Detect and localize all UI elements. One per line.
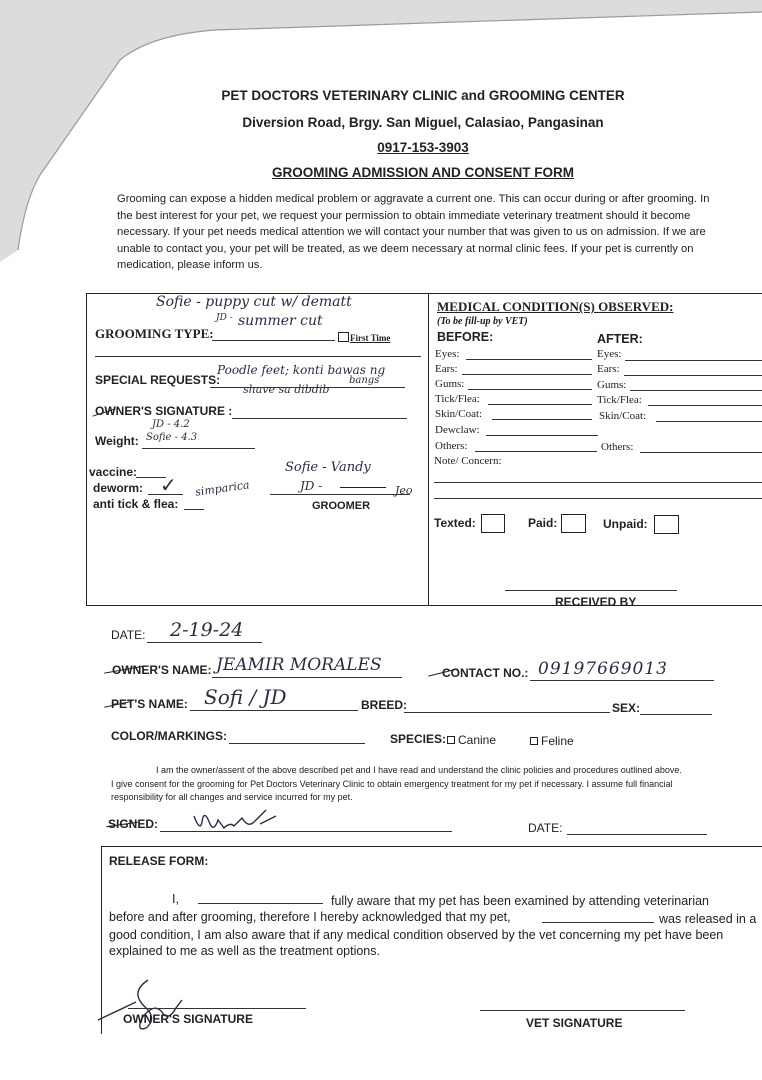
color-markings-line <box>229 743 365 744</box>
after-skin: Skin/Coat: <box>599 410 647 422</box>
release-line-1b: fully aware that my pet has been examined by attending veterinarian <box>331 894 710 908</box>
release-owner-line <box>198 903 323 904</box>
weight-handwritten-1: JD - 4.2 <box>152 419 190 430</box>
grooming-type-handwritten-1: Sofie - puppy cut w/ dematt <box>156 294 352 310</box>
paid-checkbox[interactable] <box>561 514 586 533</box>
note-line-1 <box>434 482 762 483</box>
groomer-label: GROOMER <box>312 500 371 512</box>
special-requests-handwritten-3: bangs <box>349 375 380 386</box>
after-eyes-line <box>625 360 762 361</box>
contact-handwritten: 09197669013 <box>538 659 668 679</box>
release-line-1a: I, <box>172 892 179 906</box>
release-line-2a: before and after grooming, therefore I hereby acknowledged that my pet, <box>109 910 511 924</box>
weight-label: Weight: <box>95 434 139 448</box>
sex-label: SEX: <box>612 701 641 715</box>
anti-tick-line <box>184 509 204 510</box>
form-title: GROOMING ADMISSION AND CONSENT FORM <box>272 165 574 180</box>
grooming-type-line-2 <box>95 356 421 357</box>
after-gums: Gums: <box>597 379 627 391</box>
after-eyes: Eyes: <box>597 348 622 360</box>
clinic-address: Diversion Road, Brgy. San Miguel, Calasiao, Pangasinan <box>242 115 604 130</box>
owner-signature-label: OWNER'S SIGNATURE : <box>95 404 233 418</box>
release-owner-signature-label: OWNER'S SIGNATURE <box>123 1012 253 1026</box>
groomer-handwritten-1: Sofie - Vandy <box>285 460 371 475</box>
special-requests-handwritten-1: Poodle feet; konti bawas ng <box>217 363 386 377</box>
special-requests-line <box>210 387 405 388</box>
after-skin-line <box>656 421 762 422</box>
grooming-type-line <box>212 340 335 341</box>
after-heading: AFTER: <box>597 332 643 346</box>
signed-label: SIGNED: <box>108 817 159 831</box>
groomer-handwritten-3: Jeo <box>395 484 413 497</box>
groomer-line <box>270 494 410 495</box>
before-gums: Gums: <box>435 378 465 390</box>
pets-name-handwritten: Sofi / JD <box>204 685 287 709</box>
weight-line <box>142 448 255 449</box>
groomer-handwritten-2: JD - <box>300 479 323 493</box>
vet-signature-label: VET SIGNATURE <box>526 1016 623 1030</box>
unpaid-label: Unpaid: <box>603 517 648 531</box>
consent-text-2: I give consent for the grooming for Pet Doctors Veterinary Clinic to obtain emergency treatment for my pet if necessary. I assume full financial <box>111 779 673 789</box>
breed-line <box>404 712 610 713</box>
grooming-type-label: GROOMING TYPE: <box>95 326 214 341</box>
feline-checkbox[interactable] <box>530 737 538 745</box>
texted-checkbox[interactable] <box>481 514 505 533</box>
consent-date-label: DATE: <box>528 821 563 835</box>
vet-sig-line <box>480 1010 685 1011</box>
received-by-label: RECEIVED BY <box>555 595 637 609</box>
canine-checkbox[interactable] <box>447 736 455 744</box>
before-ears: Ears: <box>435 363 458 375</box>
after-ears-line <box>624 375 762 376</box>
sex-line <box>640 714 712 715</box>
medical-subtitle: (To be fill-up by VET) <box>437 316 528 327</box>
simparica-handwritten: simparica <box>194 478 251 499</box>
special-requests-handwritten-2: shave sa dibdib <box>243 383 330 396</box>
deworm-line <box>148 494 183 495</box>
owner-signature-line <box>232 418 407 419</box>
before-dewclaw-line <box>486 435 598 436</box>
texted-label: Texted: <box>434 516 476 530</box>
paid-label: Paid: <box>528 516 558 530</box>
special-requests-label: SPECIAL REQUESTS: <box>95 373 221 387</box>
release-title: RELEASE FORM: <box>109 854 209 868</box>
release-pet-line <box>542 922 654 923</box>
note-line-2 <box>434 498 762 499</box>
after-ears: Ears: <box>597 363 620 375</box>
contact-line <box>530 680 714 681</box>
vaccine-label: vaccine: <box>89 465 138 479</box>
before-tick-line <box>488 404 592 405</box>
unpaid-checkbox[interactable] <box>654 515 679 534</box>
owners-name-label: OWNER'S NAME: <box>112 663 212 677</box>
before-dewclaw: Dewclaw: <box>435 424 480 436</box>
intro-paragraph: Grooming can expose a hidden medical problem or aggravate a current one. This can occur during or after grooming. In the best interest for your pet, we request your permission to obtain immediate veterinary treatment should it become necessary. If your pet needs medical attention we will contact your number that was given to us on admission. If we are unable to contact you, your pet will be treated, as we deem necessary at normal clinic fees. If your pet is currently on medication, please inform us. <box>117 193 710 272</box>
before-others-line <box>475 451 597 452</box>
received-by-line <box>505 590 677 591</box>
after-tick-line <box>648 405 762 406</box>
clinic-name: PET DOCTORS VETERINARY CLINIC and GROOMING CENTER <box>221 88 625 103</box>
before-others: Others: <box>435 440 468 452</box>
groomer-strike <box>340 487 386 488</box>
consent-text-1: I am the owner/assent of the above described pet and I have read and understand the clinic policies and procedures outlined above. <box>156 765 682 775</box>
pets-name-label: PET'S NAME: <box>111 697 188 711</box>
color-markings-label: COLOR/MARKINGS: <box>111 729 227 743</box>
deworm-label: deworm: <box>93 481 144 495</box>
after-others-line <box>640 452 762 453</box>
after-others: Others: <box>601 441 634 453</box>
owner-sig-line <box>128 1008 306 1009</box>
before-skin: Skin/Coat: <box>435 408 483 420</box>
owner-signature-scribble <box>190 802 280 836</box>
anti-tick-flea-label: anti tick & flea: <box>93 497 179 511</box>
before-eyes-line <box>466 359 592 360</box>
date-line <box>147 642 262 643</box>
grooming-type-handwritten-3: summer cut <box>238 313 323 329</box>
before-ears-line <box>462 374 592 375</box>
consent-text-3: responsibility for all changes and service incurred for my pet. <box>111 792 353 802</box>
medical-title: MEDICAL CONDITION(S) OBSERVED: <box>437 299 674 314</box>
owners-name-handwritten: JEAMIR MORALES <box>216 655 382 675</box>
weight-handwritten-2: Sofie - 4.3 <box>146 432 198 443</box>
deworm-checkmark: ✓ <box>160 473 177 497</box>
before-heading: BEFORE: <box>437 330 494 344</box>
contact-label: CONTACT NO.: <box>442 666 529 680</box>
grooming-type-handwritten-2: JD - <box>216 313 233 323</box>
consent-date-line <box>567 834 707 835</box>
feline-label: Feline <box>541 734 574 748</box>
after-tick: Tick/Flea: <box>597 394 642 406</box>
note-concern-label: Note/ Concern: <box>434 455 502 467</box>
before-gums-line <box>468 389 592 390</box>
first-time-checkbox[interactable] <box>338 332 349 342</box>
before-eyes: Eyes: <box>435 348 460 360</box>
breed-label: BREED: <box>361 698 408 712</box>
pets-name-line <box>190 710 358 711</box>
clinic-phone: 0917-153-3903 <box>377 140 469 155</box>
release-line-2b: was released in a <box>659 912 757 926</box>
owners-name-line <box>212 677 402 678</box>
before-skin-line <box>492 419 592 420</box>
date-handwritten: 2-19-24 <box>170 619 244 641</box>
box-divider <box>428 293 429 605</box>
canine-label: Canine <box>458 733 497 747</box>
release-line-3: good condition, I am also aware that if any medical condition observed by the vet concerning my pet have been <box>109 928 724 942</box>
after-gums-line <box>630 390 762 391</box>
date-label: DATE: <box>111 628 146 642</box>
release-top-border <box>101 846 762 847</box>
before-tick: Tick/Flea: <box>435 393 480 405</box>
species-label: SPECIES: <box>390 732 447 746</box>
first-time-label: First Time <box>350 333 391 343</box>
release-line-4: explained to me as well as the treatment options. <box>109 944 380 958</box>
